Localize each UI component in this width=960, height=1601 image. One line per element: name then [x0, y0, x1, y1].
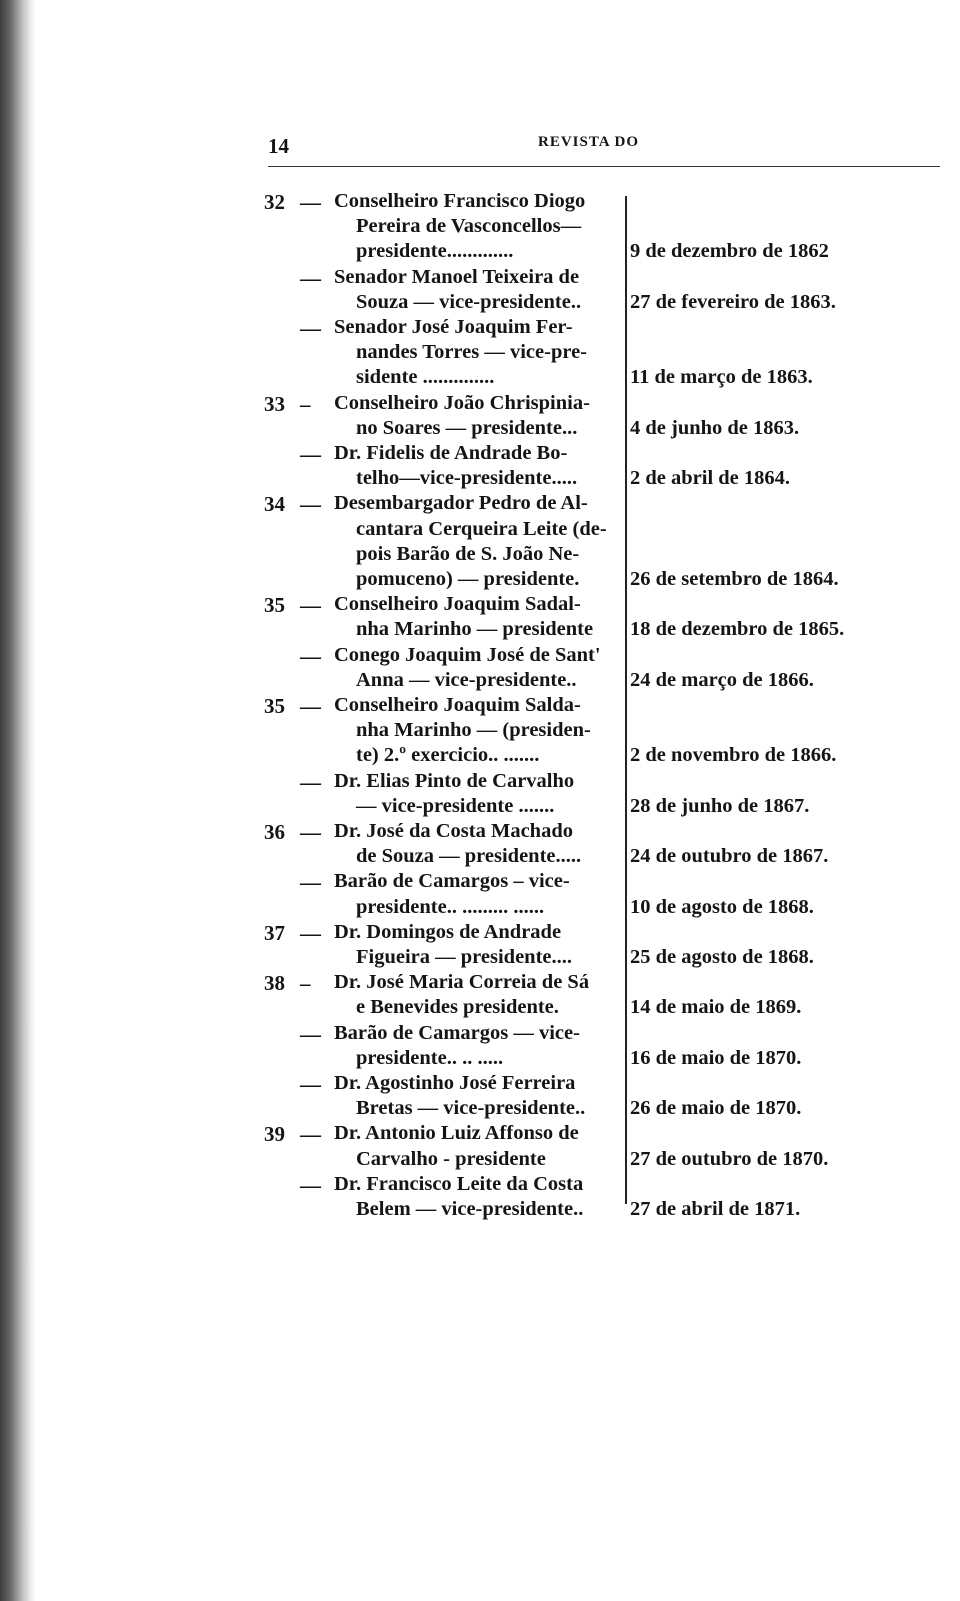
- entry-line: [0, 770, 960, 795]
- entry-line: [0, 1173, 960, 1198]
- officeholder-text: Dr. Elias Pinto de Carvalho: [334, 769, 575, 792]
- entry-line: [0, 971, 960, 996]
- term-date: 2 de novembro de 1866.: [630, 744, 837, 767]
- entry-line: [0, 1072, 960, 1097]
- term-date: 26 de setembro de 1864.: [630, 568, 839, 590]
- legislature-number: 36: [264, 820, 285, 844]
- term-date: 14 de maio de 1869.: [630, 996, 802, 1019]
- running-head: REVISTA DO: [538, 134, 639, 150]
- term-date: 4 de junho de 1863.: [630, 416, 800, 439]
- entry-dash: —: [300, 190, 321, 214]
- officeholder-text: cantara Cerqueira Leite (de-: [356, 517, 607, 540]
- entry-line: [0, 215, 960, 240]
- entry-line: [0, 946, 960, 971]
- legislature-number: 35: [264, 593, 285, 618]
- officeholder-text: Anna — vice-presidente..: [356, 668, 577, 691]
- officeholder-text: presidente.. .. .....: [356, 1046, 504, 1069]
- officeholder-text: Conselheiro Joaquim Salda-: [334, 694, 581, 716]
- officeholder-text: nandes Torres — vice-pre-: [356, 341, 588, 364]
- entry-line: [0, 568, 960, 593]
- entry-line: [0, 618, 960, 643]
- officeholder-text: Pereira de Vasconcellos—: [356, 215, 582, 238]
- entry-line: [0, 719, 960, 744]
- entry-line: [0, 366, 960, 391]
- term-date: 27 de fevereiro de 1863.: [630, 290, 836, 313]
- entry-line: [0, 291, 960, 316]
- entry-line: [0, 669, 960, 694]
- entry-dash: —: [300, 593, 321, 618]
- officeholder-text: presidente.. ......... ......: [356, 895, 545, 918]
- officeholder-text: de Souza — presidente.....: [356, 845, 582, 868]
- officeholder-text: e Benevides presidente.: [356, 996, 559, 1019]
- entry-line: [0, 341, 960, 366]
- officeholder-text: no Soares — presidente...: [356, 416, 578, 439]
- term-date: 2 de abril de 1864.: [630, 467, 791, 490]
- entry-dash: —: [300, 1122, 321, 1147]
- entry-line: [0, 870, 960, 895]
- legislature-number: 35: [264, 694, 285, 718]
- officeholder-text: Dr. Fidelis de Andrade Bo-: [334, 442, 568, 464]
- entry-dash: —: [300, 643, 321, 668]
- entry-dash: —: [300, 769, 321, 794]
- officeholder-text: telho—vice-presidente.....: [356, 467, 578, 490]
- term-date: 24 de março de 1866.: [630, 668, 814, 691]
- entry-line: [0, 921, 960, 946]
- entry-dash: —: [300, 694, 321, 718]
- officeholder-text: pomuceno) — presidente.: [356, 568, 580, 590]
- officeholder-text: pois Barão de S. João Ne-: [356, 542, 580, 565]
- officeholder-text: Dr. Antonio Luiz Affonso de: [334, 1122, 579, 1145]
- entry-line: [0, 316, 960, 341]
- entry-dash: —: [300, 492, 321, 517]
- term-date: 28 de junho de 1867.: [630, 794, 810, 817]
- officeholder-text: nha Marinho — presidente: [356, 618, 594, 641]
- entry-line: [0, 694, 960, 719]
- legislature-number: 38: [264, 971, 285, 996]
- entry-dash: –: [300, 391, 311, 416]
- officeholder-text: — vice-presidente .......: [356, 794, 555, 817]
- entry-dash: —: [300, 820, 321, 844]
- entry-line: [0, 644, 960, 669]
- officeholder-text: Dr. Francisco Leite da Costa: [334, 1172, 584, 1195]
- entry-line: [0, 1148, 960, 1173]
- term-date: 16 de maio de 1870.: [630, 1046, 802, 1069]
- officeholder-text: nha Marinho — (presiden-: [356, 719, 591, 742]
- entry-dash: —: [300, 1072, 321, 1096]
- term-date: 26 de maio de 1870.: [630, 1097, 802, 1120]
- legislature-number: 39: [264, 1122, 285, 1147]
- entry-line: [0, 820, 960, 845]
- officeholder-text: presidente.............: [356, 240, 514, 263]
- entry-line: [0, 392, 960, 417]
- term-date: 10 de agosto de 1868.: [630, 895, 814, 918]
- term-date: 27 de outubro de 1870.: [630, 1147, 829, 1170]
- page-header: [268, 130, 940, 164]
- entry-dash: —: [300, 1021, 321, 1046]
- entry-line: [0, 417, 960, 442]
- officeholder-text: Souza — vice-presidente..: [356, 290, 582, 313]
- entry-line: [0, 240, 960, 265]
- officeholder-text: Conego Joaquim José de Sant': [334, 643, 601, 666]
- entry-dash: —: [300, 442, 321, 466]
- officeholder-text: Belem — vice-presidente..: [356, 1198, 584, 1220]
- entry-line: [0, 795, 960, 820]
- officeholder-text: te) 2.º exercicio.. .......: [356, 744, 540, 767]
- officeholder-text: Conselheiro João Chrispinia-: [334, 391, 590, 414]
- entry-line: [0, 1097, 960, 1122]
- entry-line: [0, 896, 960, 921]
- header-rule: [268, 166, 940, 167]
- officeholder-text: Barão de Camargos – vice-: [334, 870, 570, 893]
- entry-dash: —: [300, 265, 321, 290]
- term-date: 18 de dezembro de 1865.: [630, 618, 845, 641]
- entry-line: [0, 492, 960, 517]
- officeholder-text: Figueira — presidente....: [356, 946, 572, 968]
- entry-line: [0, 1047, 960, 1072]
- officeholder-text: Desembargador Pedro de Al-: [334, 492, 588, 515]
- entry-line: [0, 190, 960, 215]
- legislature-number: 34: [264, 492, 285, 517]
- officeholder-text: Senador Manoel Teixeira de: [334, 265, 580, 288]
- legislature-number: 37: [264, 920, 285, 945]
- entry-dash: —: [300, 1172, 321, 1197]
- officeholder-text: sidente ..............: [356, 366, 495, 389]
- officeholder-text: Conselheiro Joaquim Sadal-: [334, 593, 581, 616]
- officeholder-text: Dr. José Maria Correia de Sá: [334, 971, 590, 994]
- legislature-number: 32: [264, 190, 285, 214]
- officeholder-text: Dr. Agostinho José Ferreira: [334, 1072, 576, 1094]
- term-date: 11 de março de 1863.: [630, 366, 813, 389]
- entry-line: [0, 593, 960, 618]
- officeholder-text: Bretas — vice-presidente..: [356, 1097, 586, 1120]
- entry-line: [0, 996, 960, 1021]
- term-date: 27 de abril de 1871.: [630, 1198, 801, 1220]
- entry-dash: —: [300, 870, 321, 895]
- entry-dash: —: [300, 920, 321, 945]
- entry-line: [0, 543, 960, 568]
- entry-line: [0, 442, 960, 467]
- term-date: 25 de agosto de 1868.: [630, 946, 814, 968]
- legislature-number: 33: [264, 391, 285, 416]
- entry-line: [0, 744, 960, 769]
- officeholder-text: Senador José Joaquim Fer-: [334, 316, 573, 338]
- entry-line: [0, 1122, 960, 1147]
- officeholder-text: Dr. José da Costa Machado: [334, 820, 573, 842]
- term-date: 9 de dezembro de 1862: [630, 240, 829, 263]
- entry-line: [0, 1022, 960, 1047]
- term-date: 24 de outubro de 1867.: [630, 845, 829, 868]
- officeholder-text: Barão de Camargos — vice-: [334, 1021, 580, 1044]
- page-number: 14: [268, 134, 289, 158]
- officeholder-text: Conselheiro Francisco Diogo: [334, 190, 586, 212]
- entry-dash: —: [300, 316, 321, 340]
- officeholder-text: Carvalho - presidente: [356, 1147, 546, 1170]
- entry-line: [0, 845, 960, 870]
- entry-line: [0, 518, 960, 543]
- entry-line: [0, 1198, 960, 1223]
- officeholder-text: Dr. Domingos de Andrade: [334, 920, 562, 943]
- entry-line: [0, 467, 960, 492]
- entry-dash: –: [300, 971, 311, 996]
- entry-line: [0, 266, 960, 291]
